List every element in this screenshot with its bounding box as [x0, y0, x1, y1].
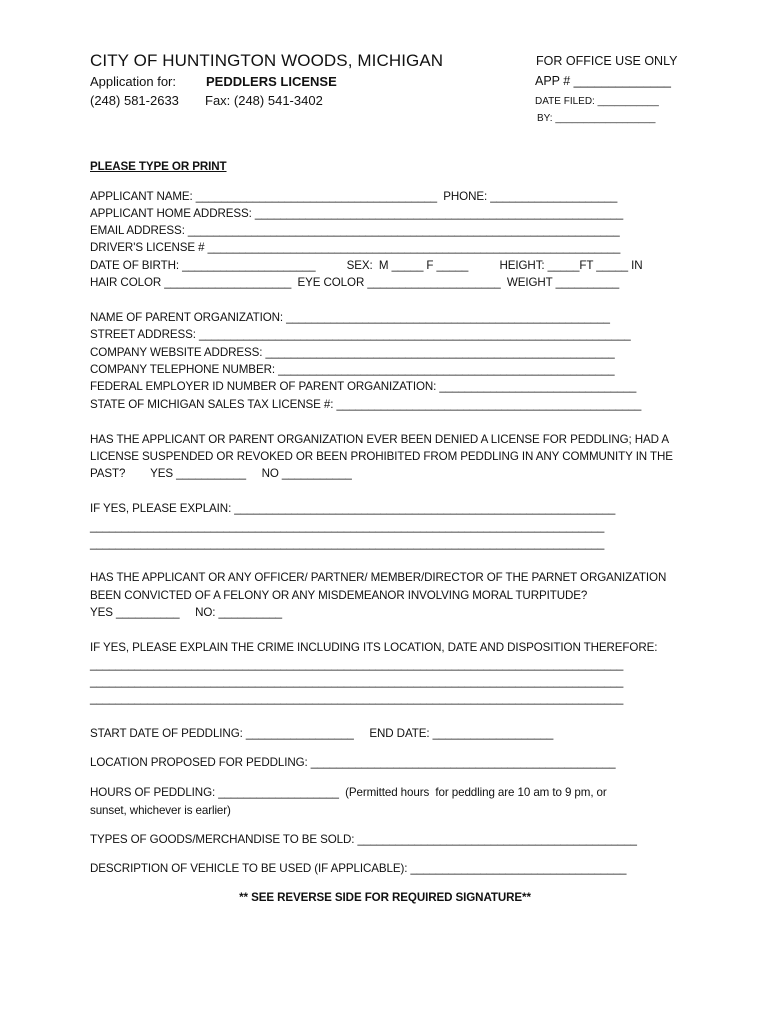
company-phone-field[interactable]: COMPANY TELEPHONE NUMBER: _____________________________________________________: [90, 363, 615, 376]
dob-sex-height-field[interactable]: DATE OF BIRTH: _____________________ SEX: M _____ F _____ HEIGHT: _____FT _____ IN: [90, 259, 643, 272]
denied-explain-blank-1[interactable]: _________________________________________________________________________________: [90, 520, 605, 533]
parent-org-field[interactable]: NAME OF PARENT ORGANIZATION: ___________________________________________________: [90, 311, 610, 324]
felony-question-line2: BEEN CONVICTED OF A FELONY OR ANY MISDEMEANOR INVOLVING MORAL TURPITUDE?: [90, 589, 588, 602]
app-number-field[interactable]: APP # ______________: [535, 74, 672, 88]
goods-field[interactable]: TYPES OF GOODS/MERCHANDISE TO BE SOLD: ____________________________________________: [90, 833, 637, 846]
street-address-field[interactable]: STREET ADDRESS: ____________________________________________________________________: [90, 328, 631, 341]
location-field[interactable]: LOCATION PROPOSED FOR PEDDLING: ________________________________________________: [90, 756, 616, 769]
denied-question-line1: HAS THE APPLICANT OR PARENT ORGANIZATION EVER BEEN DENIED A LICENSE FOR PEDDLING; HAD A: [90, 433, 670, 446]
hair-eye-weight-field[interactable]: HAIR COLOR ____________________ EYE COLOR _____________________ WEIGHT __________: [90, 276, 620, 289]
application-label: Application for:: [90, 74, 176, 89]
hours-note: sunset, whichever is earlier): [90, 804, 231, 817]
applicant-name-field[interactable]: APPLICANT NAME: ______________________________________ PHONE: ____________________: [90, 190, 618, 203]
instructions-heading: PLEASE TYPE OR PRINT: [90, 160, 227, 173]
date-filed-field[interactable]: DATE FILED: ___________: [535, 96, 659, 107]
city-title: CITY OF HUNTINGTON WOODS, MICHIGAN: [90, 51, 444, 70]
felony-explain-prompt: IF YES, PLEASE EXPLAIN THE CRIME INCLUDING ITS LOCATION, DATE AND DISPOSITION THEREFORE:: [90, 641, 658, 654]
email-field[interactable]: EMAIL ADDRESS: ____________________________________________________________________: [90, 224, 620, 237]
sales-tax-field[interactable]: STATE OF MICHIGAN SALES TAX LICENSE #: ________________________________________________: [90, 398, 642, 411]
denied-explain-blank-2[interactable]: _________________________________________________________________________________: [90, 537, 605, 550]
start-end-date-field[interactable]: START DATE OF PEDDLING: _________________ END DATE: ___________________: [90, 727, 554, 740]
denied-explain-field[interactable]: IF YES, PLEASE EXPLAIN: ____________________________________________________________: [90, 502, 616, 515]
denied-yes-no-field[interactable]: PAST? YES ___________ NO ___________: [90, 467, 352, 480]
drivers-license-field[interactable]: DRIVER'S LICENSE # _________________________________________________________________: [90, 241, 621, 254]
denied-question-line2: LICENSE SUSPENDED OR REVOKED OR BEEN PROHIBITED FROM PEDDLING IN ANY COMMUNITY IN THE: [90, 450, 673, 463]
fax-number: Fax: (248) 541-3402: [205, 93, 323, 108]
felony-question-line1: HAS THE APPLICANT OR ANY OFFICER/ PARTNER/ MEMBER/DIRECTOR OF THE PARNET ORGANIZATION: [90, 571, 667, 584]
website-field[interactable]: COMPANY WEBSITE ADDRESS: _______________________________________________________: [90, 346, 615, 359]
hours-field[interactable]: HOURS OF PEDDLING: ___________________ (Permitted hours for peddling are 10 am to 9 pm, or: [90, 786, 607, 799]
phone-number: (248) 581-2633: [90, 93, 179, 108]
vehicle-field[interactable]: DESCRIPTION OF VEHICLE TO BE USED (IF APPLICABLE): __________________________________: [90, 862, 627, 875]
filed-by-field[interactable]: BY: __________________: [537, 113, 656, 124]
office-use-title: FOR OFFICE USE ONLY: [536, 54, 678, 68]
felony-yes-no-field[interactable]: YES __________ NO: __________: [90, 606, 283, 619]
application-type: PEDDLERS LICENSE: [206, 74, 337, 89]
fein-field[interactable]: FEDERAL EMPLOYER ID NUMBER OF PARENT ORGANIZATION: _______________________________: [90, 380, 637, 393]
felony-explain-blank-2[interactable]: ____________________________________________________________________________________: [90, 675, 624, 688]
felony-explain-blank-3[interactable]: ____________________________________________________________________________________: [90, 692, 624, 705]
reverse-side-note: ** SEE REVERSE SIDE FOR REQUIRED SIGNATURE**: [239, 891, 531, 904]
felony-explain-blank-1[interactable]: ____________________________________________________________________________________: [90, 658, 624, 671]
home-address-field[interactable]: APPLICANT HOME ADDRESS: __________________________________________________________: [90, 207, 624, 220]
